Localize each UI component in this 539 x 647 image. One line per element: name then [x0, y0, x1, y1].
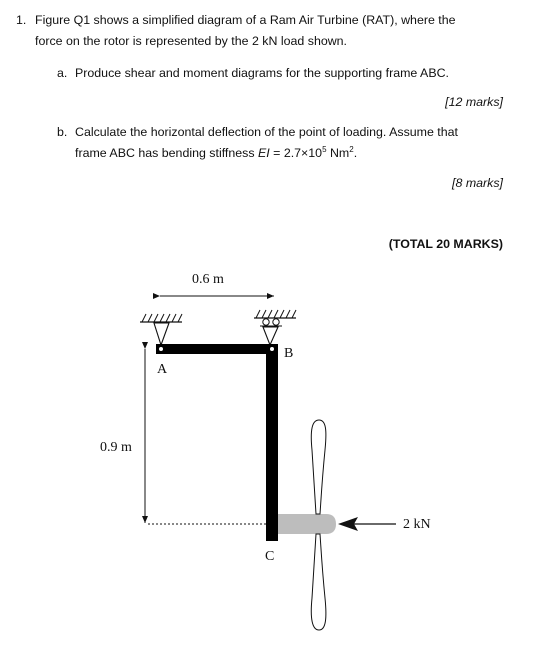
- load-label: 2 kN: [403, 517, 431, 532]
- question-line-1: Figure Q1 shows a simplified diagram of a Ram Air Turbine (RAT), where the: [35, 13, 456, 27]
- part-a-label: a.: [57, 66, 68, 80]
- joint-b: [270, 347, 274, 351]
- ei-unit-exponent: 2: [349, 144, 354, 154]
- part-b-label: b.: [57, 125, 68, 139]
- dim-vertical-label: 0.9 m: [100, 440, 132, 455]
- part-a-marks: [12 marks]: [445, 95, 503, 109]
- label-c: C: [265, 549, 275, 564]
- ei-value: = 2.7×10: [269, 146, 323, 160]
- rotor-blade-lower: [311, 534, 326, 630]
- ei-end: .: [353, 146, 358, 160]
- dim-horizontal-label: 0.6 m: [192, 272, 224, 287]
- part-b-line-2-prefix: frame ABC has bending stiffness: [75, 146, 258, 160]
- ei-exponent: 5: [322, 144, 327, 154]
- question-number: 1.: [16, 13, 27, 27]
- joint-a: [159, 347, 163, 351]
- frame-member-ab: [156, 344, 278, 354]
- question-line-2: force on the rotor is represented by the 2 kN load shown.: [35, 34, 348, 48]
- roller-support-b: [254, 310, 296, 345]
- total-marks: (TOTAL 20 MARKS): [388, 237, 503, 251]
- ei-unit: Nm: [326, 146, 350, 160]
- ei-symbol: EI: [257, 146, 270, 160]
- part-b-line-1: Calculate the horizontal deflection of the point of loading. Assume that: [75, 125, 458, 139]
- rotor-blade-upper: [311, 420, 326, 514]
- rotor-hub: [278, 514, 336, 534]
- frame-member-bc: [266, 344, 278, 541]
- part-a-text: Produce shear and moment diagrams for the supporting frame ABC.: [75, 66, 449, 80]
- part-b-marks: [8 marks]: [452, 176, 503, 190]
- label-b: B: [284, 346, 294, 361]
- label-a: A: [157, 362, 168, 377]
